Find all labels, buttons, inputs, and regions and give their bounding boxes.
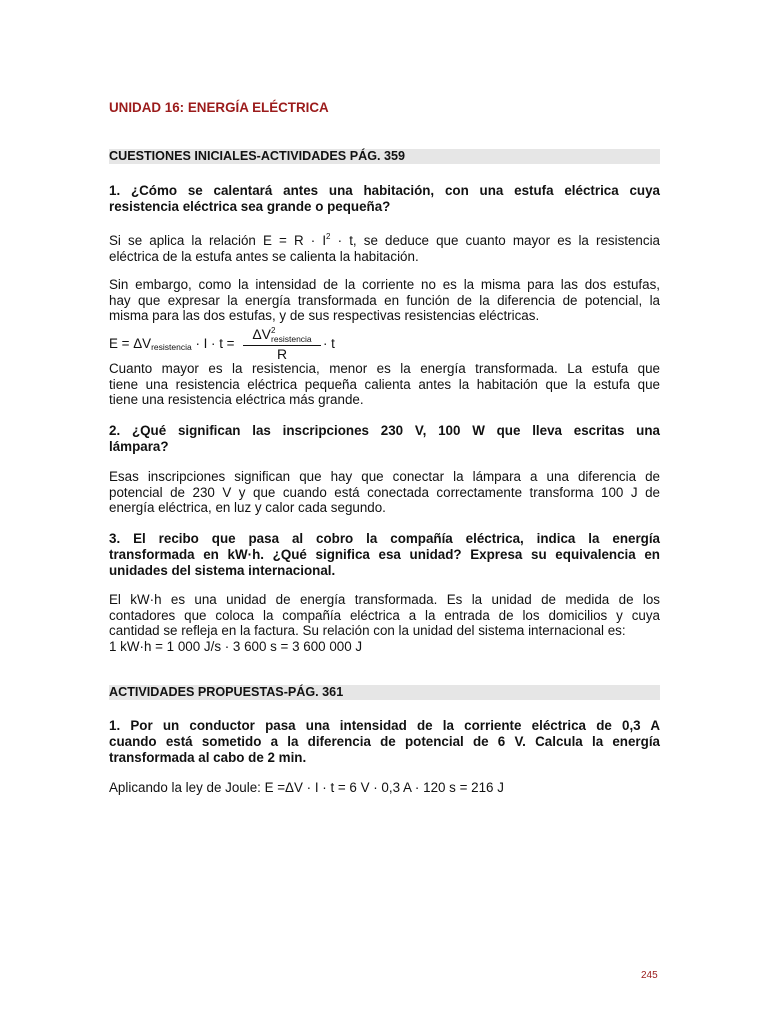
section-header-proposed-activities: ACTIVIDADES PROPUESTAS-PÁG. 361 xyxy=(109,685,660,700)
question-1 xyxy=(109,183,660,215)
question-3 xyxy=(109,531,660,579)
question-2 xyxy=(109,423,660,455)
answer-line: tiene una resistencia eléctrica pequeña calienta antes la habitación que la estufa que xyxy=(109,376,660,392)
answer-line: potencial de 230 V y que cuando está conectada correctamente transforma 100 J de xyxy=(109,484,660,500)
answer-line: eléctrica de la estufa antes se calienta la habitación. xyxy=(109,248,419,264)
answer-line: cantidad se refleja en la factura. Su relación con la unidad del sistema internacional es: xyxy=(109,623,626,638)
answer-line: tiene una resistencia eléctrica más grande. xyxy=(109,392,364,407)
question-3-line: 3. El recibo que pasa al cobro la compañía eléctrica, indica la energía xyxy=(109,531,660,546)
page-number: 245 xyxy=(641,970,658,981)
answer-1-paragraph-1 xyxy=(109,229,660,264)
answer-2 xyxy=(109,469,660,516)
formula-rhs: · t xyxy=(323,336,335,351)
activity-1 xyxy=(109,718,660,766)
answer-line: misma para las dos estufas, y de sus respectivas resistencias eléctricas. xyxy=(109,308,540,323)
answer-line: El kW·h es una unidad de energía transformada. Es la unidad de medida de los xyxy=(109,592,660,607)
activity-1-line: 1. Por un conductor pasa una intensidad de la corriente eléctrica de 0,3 A xyxy=(109,718,660,733)
answer-line: hay que expresar la energía transformada en función de la diferencia de potencial, la xyxy=(109,292,660,308)
fraction-denominator: R xyxy=(276,345,288,362)
question-2-line: 2. ¿Qué significan las inscripciones 230 V, 100 W que lleva escritas una xyxy=(109,423,660,438)
question-2-line: lámpara? xyxy=(109,439,169,454)
answer-line: Cuanto mayor es la resistencia, menor es la energía transformada. La estufa que xyxy=(109,361,660,376)
unit-title: UNIDAD 16: ENERGÍA ELÉCTRICA xyxy=(109,100,329,115)
activity-1-line: transformada al cabo de 2 min. xyxy=(109,750,307,765)
formula-fraction xyxy=(243,326,321,362)
answer-line: contadores que coloca la compañía eléctrica a la entrada de los domicilios y cuya xyxy=(109,607,660,623)
energy-formula xyxy=(109,326,409,360)
answer-1-paragraph-3 xyxy=(109,361,660,408)
answer-line: energía eléctrica, en luz y calor cada segundo. xyxy=(109,500,386,515)
question-1-line: 1. ¿Cómo se calentará antes una habitación, con una estufa eléctrica cuya xyxy=(109,183,660,198)
formula-lhs: $E = \Delta V_{resistencia} \cdot I \cdot t$ = xyxy=(109,336,235,352)
answer-line: Si se aplica la relación $E = R \cdot I^2 \cdot t$, se deduce que cuanto mayor es la resistencia xyxy=(109,232,661,248)
answer-line: Sin embargo, como la intensidad de la corriente no es la misma para las dos estufas, xyxy=(109,277,660,292)
answer-3 xyxy=(109,592,660,654)
section-header-initial-questions: CUESTIONES INICIALES-ACTIVIDADES PÁG. 359 xyxy=(109,149,660,164)
answer-line: Esas inscripciones significan que hay que conectar la lámpara a una diferencia de xyxy=(109,469,660,484)
answer-1-paragraph-2 xyxy=(109,277,660,324)
activity-1-answer xyxy=(109,780,660,796)
question-1-line: resistencia eléctrica sea grande o pequeña? xyxy=(109,199,391,214)
fraction-numerator: ΔV 2 resistencia xyxy=(243,326,321,346)
activity-1-line: cuando está sometido a la diferencia de potencial de 6 V. Calcula la energía xyxy=(109,734,660,749)
question-3-line: unidades del sistema internacional. xyxy=(109,563,336,578)
answer-equation: 1 kW·h = 1 000 J/s · 3 600 s = 3 600 000 J xyxy=(109,638,363,654)
answer-line: Aplicando la ley de Joule: E =ΔV · I · t = 6 V · 0,3 A · 120 s = 216 J xyxy=(109,780,504,795)
question-3-line: transformada en kW·h. ¿Qué significa esa unidad? Expresa su equivalencia en xyxy=(109,547,660,562)
